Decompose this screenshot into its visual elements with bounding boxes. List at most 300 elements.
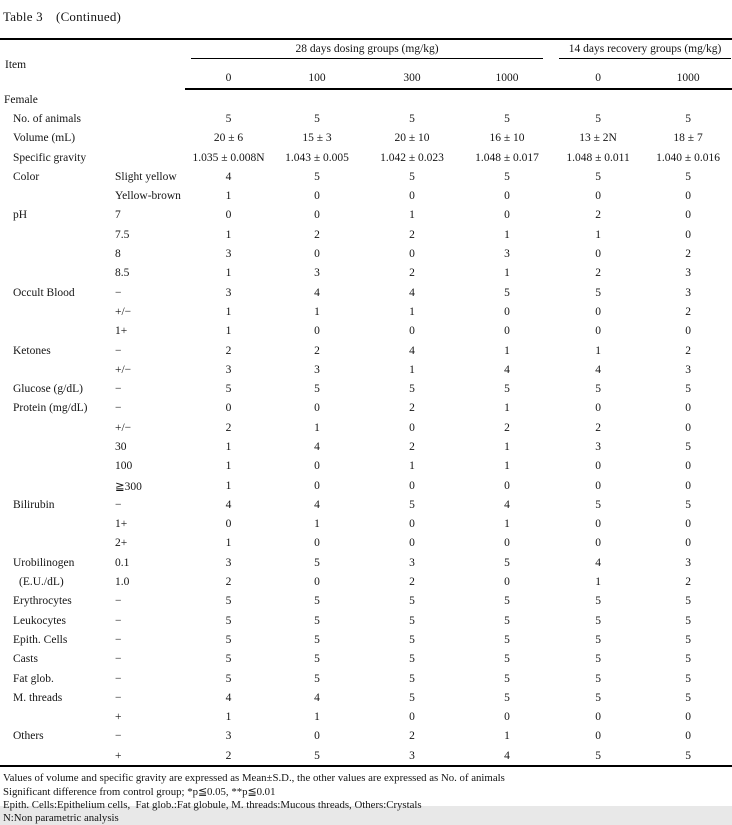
table-row [0,572,732,591]
table-row [0,727,732,746]
table-row [0,708,732,727]
value-cell: 16 ± 10 [489,132,525,145]
value-cell: 3 [409,749,415,762]
table-row [0,129,732,148]
value-cell: 0 [409,518,415,531]
value-cell: 5 [409,653,415,666]
value-cell: 2 [685,305,691,318]
group-header-row [0,39,732,67]
item-cell [0,418,112,437]
item-cell [0,264,112,283]
value-cell: 5 [595,614,601,627]
value-cell: 5 [595,286,601,299]
value-cell: 0 [314,190,320,203]
value-cell: 4 [595,363,601,376]
value-cell: 0 [685,730,691,743]
value-cell: 0 [504,325,510,338]
table-row [0,302,732,321]
item-cell [0,746,112,766]
sub-cell: +/− [115,421,132,434]
value-cell: 3 [409,556,415,569]
value-cell: 0 [595,518,601,531]
value-cell: 5 [504,633,510,646]
value-cell: 5 [504,112,510,125]
value-cell: 0 [225,518,232,531]
value-cell: 5 [595,170,601,183]
item-cell: Others [13,730,44,743]
value-cell: 3 [314,363,320,376]
value-cell: 5 [225,595,232,608]
sub-cell: 1+ [115,325,128,338]
value-cell: 5 [504,691,510,704]
sub-cell: 0.1 [115,556,130,569]
item-cell: Specific gravity [13,151,87,164]
table-header [0,39,732,89]
recovery-group-label: 14 days recovery groups (mg/kg) [559,43,731,59]
footnote-line: N:Non parametric analysis [3,812,119,824]
value-cell: 0 [595,730,601,743]
value-cell: 0 [409,479,415,492]
item-cell [0,186,112,205]
value-cell: 0 [225,209,232,222]
value-cell: 0 [685,209,691,222]
table-row [0,109,732,128]
sub-cell: ≧300 [115,480,142,493]
value-cell: 1 [409,460,415,473]
value-cell: 5 [314,112,320,125]
value-cell: 4 [225,691,232,704]
value-cell: 1 [225,190,232,203]
value-cell: 0 [595,537,601,550]
table-title: Table 3 (Continued) [3,9,122,24]
value-cell: 3 [685,267,691,280]
value-cell: 3 [685,556,691,569]
value-cell: 5 [504,383,510,396]
value-cell: 2 [409,228,415,241]
sub-cell: 8 [115,248,121,261]
value-cell: 1 [504,402,510,415]
value-cell: 4 [504,749,510,762]
item-cell: pH [13,209,28,222]
value-cell: 4 [314,440,320,453]
value-cell: 4 [504,498,510,511]
value-cell: 1 [314,518,320,531]
value-cell: 5 [685,383,691,396]
item-cell [0,244,112,263]
value-cell: 5 [685,112,691,125]
value-cell: 0 [225,402,232,415]
value-cell: 2 [595,421,601,434]
value-cell: 5 [314,672,320,685]
table-row [0,457,732,476]
sub-cell: − [115,730,122,743]
table-row [0,360,732,379]
dose-col-100: 100 [272,67,362,89]
value-cell: 5 [314,653,320,666]
value-cell: 2 [685,248,691,261]
value-cell: 5 [314,383,320,396]
value-cell: 0 [504,576,510,589]
table-row [0,553,732,572]
sub-cell: +/− [115,305,132,318]
value-cell: 2 [685,576,691,589]
item-cell [0,457,112,476]
value-cell: 2 [314,228,320,241]
value-cell: 2 [409,440,415,453]
sub-cell: − [115,691,122,704]
value-cell: 2 [504,421,510,434]
value-cell: 5 [595,749,601,762]
sub-cell: 100 [115,460,133,473]
value-cell: 1 [595,344,601,357]
sub-cell: 1+ [115,518,128,531]
table-row [0,746,732,766]
value-cell: 2 [409,576,415,589]
value-cell: 5 [595,112,601,125]
item-cell: Volume (mL) [13,132,76,145]
item-cell [0,515,112,534]
value-cell: 0 [595,325,601,338]
value-cell: 5 [504,556,510,569]
value-cell: 1.043 ± 0.005 [285,151,349,164]
value-cell: 5 [685,614,691,627]
value-cell: 1 [225,537,232,550]
value-cell: 1 [225,460,232,473]
value-cell: 5 [685,440,691,453]
value-cell: 5 [409,170,415,183]
value-cell: 13 ± 2N [579,132,617,145]
value-cell: 2 [409,730,415,743]
value-cell: 1 [504,730,510,743]
value-cell: 5 [504,653,510,666]
value-cell: 0 [685,190,691,203]
item-cell: Color [13,170,40,183]
value-cell: 2 [225,576,232,589]
table-row [0,437,732,456]
value-cell: 3 [314,267,320,280]
value-cell: 5 [409,672,415,685]
sub-cell: − [115,653,122,666]
sub-cell: + [115,711,122,724]
value-cell: 5 [225,112,232,125]
value-cell: 4 [409,286,415,299]
value-cell: 1 [225,711,232,724]
value-cell: 0 [504,209,510,222]
dose-col-1000: 1000 [462,67,552,89]
value-cell: 1 [409,209,415,222]
sub-cell: − [115,402,122,415]
value-cell: 3 [225,556,232,569]
table-row [0,418,732,437]
value-cell: 0 [595,248,601,261]
dosing-group-header [185,39,552,67]
table-row [0,650,732,669]
value-cell: 1 [409,363,415,376]
value-cell: 5 [685,595,691,608]
value-cell: 3 [685,363,691,376]
value-cell: 5 [685,653,691,666]
value-cell: 2 [225,421,232,434]
table-row [0,534,732,553]
value-cell: 0 [504,479,510,492]
value-cell: 3 [225,286,232,299]
item-cell [0,708,112,727]
value-cell: 4 [314,691,320,704]
value-cell: 0 [504,537,510,550]
value-cell: 0 [595,190,601,203]
value-cell: 5 [225,653,232,666]
dose-col-300: 300 [362,67,462,89]
table-row [0,669,732,688]
value-cell: 0 [685,518,691,531]
value-cell: 5 [314,556,320,569]
value-cell: 5 [314,170,320,183]
value-cell: 5 [409,498,415,511]
value-cell: 0 [685,325,691,338]
item-cell [0,302,112,321]
value-cell: 3 [225,730,232,743]
value-cell: 1 [225,325,232,338]
table-row [0,264,732,283]
value-cell: 1.035 ± 0.008N [192,151,265,164]
value-cell: 2 [685,344,691,357]
value-cell: 5 [409,383,415,396]
value-cell: 1 [504,228,510,241]
value-cell: 3 [225,363,232,376]
sub-cell: − [115,595,122,608]
item-cell: Glucose (g/dL) [13,383,83,396]
sub-cell: − [115,614,122,627]
table-row [0,186,732,205]
value-cell: 5 [685,170,691,183]
value-cell: 5 [504,595,510,608]
value-cell: 5 [685,633,691,646]
value-cell: 0 [595,402,601,415]
sub-cell: − [115,498,122,511]
value-cell: 1 [225,479,232,492]
value-cell: 5 [685,749,691,762]
value-cell: 4 [595,556,601,569]
value-cell: 4 [314,498,320,511]
value-cell: 1 [409,305,415,318]
value-cell: 0 [314,402,320,415]
item-cell: Protein (mg/dL) [13,402,88,415]
sub-cell: 30 [115,440,127,453]
value-cell: 0 [314,325,320,338]
recovery-group-header [552,39,732,67]
table-row [0,515,732,534]
value-cell: 0 [409,248,415,261]
table-row [0,495,732,514]
value-cell: 3 [685,286,691,299]
value-cell: 5 [685,691,691,704]
sub-cell: +/− [115,363,132,376]
value-cell: 0 [409,190,415,203]
value-cell: 2 [409,267,415,280]
value-cell: 5 [504,614,510,627]
recovery-col-1000: 1000 [644,67,732,89]
item-cell: No. of animals [13,112,82,125]
sub-cell: − [115,383,122,396]
value-cell: 0 [314,248,320,261]
item-cell: Bilirubin [13,498,55,511]
sub-cell: Yellow-brown [115,190,181,203]
table-row [0,476,732,495]
table-row [0,630,732,649]
value-cell: 5 [595,383,601,396]
value-cell: 20 ± 6 [213,132,244,145]
value-cell: 1 [225,305,232,318]
value-cell: 15 ± 3 [302,132,332,145]
table-row [0,167,732,186]
value-cell: 5 [314,633,320,646]
item-cell: Epith. Cells [13,633,68,646]
item-cell: Fat glob. [13,672,54,685]
value-cell: 2 [225,344,232,357]
value-cell: 1 [314,421,320,434]
item-cell: Casts [13,653,38,666]
item-cell: Ketones [13,344,51,357]
value-cell: 0 [409,421,415,434]
value-cell: 5 [595,691,601,704]
value-cell: 1 [504,440,510,453]
value-cell: 0 [685,711,691,724]
sub-cell: − [115,286,122,299]
item-cell [0,476,112,495]
item-cell [0,225,112,244]
value-cell: 5 [409,691,415,704]
item-column-header: Item [5,58,27,71]
value-cell: 0 [595,460,601,473]
value-cell: 0 [685,479,691,492]
sub-cell: 7.5 [115,228,130,241]
value-cell: 1 [504,267,510,280]
value-cell: 1 [595,228,601,241]
table-row [0,341,732,360]
value-cell: 1.048 ± 0.017 [475,151,539,164]
table-row [0,611,732,630]
value-cell: 0 [504,711,510,724]
value-cell: 4 [225,498,232,511]
table-row [0,206,732,225]
value-cell: 3 [504,248,510,261]
sub-cell [112,148,185,167]
sub-cell: 8.5 [115,267,130,280]
value-cell: 0 [314,479,320,492]
value-cell: 5 [595,653,601,666]
value-cell: 0 [685,402,691,415]
value-cell: 0 [504,190,510,203]
table-row [0,244,732,263]
value-cell: 5 [504,170,510,183]
value-cell: 2 [595,267,601,280]
value-cell: 5 [685,672,691,685]
value-cell: 0 [685,460,691,473]
value-cell: 0 [409,537,415,550]
value-cell: 0 [685,228,691,241]
section-row [0,89,732,109]
table-row [0,592,732,611]
item-cell [0,322,112,341]
value-cell: 4 [504,363,510,376]
sub-cell: 1.0 [115,576,130,589]
item-cell: Leukocytes [13,614,67,627]
value-cell: 4 [225,170,232,183]
value-cell: 1 [595,576,601,589]
item-cell [0,360,112,379]
footnote-line: Values of volume and specific gravity are expressed as Mean±S.D., the other values are expressed as No. of animals [3,772,505,785]
value-cell: 5 [225,672,232,685]
value-cell: 0 [314,537,320,550]
value-cell: 5 [409,595,415,608]
value-cell: 5 [409,112,415,125]
value-cell: 0 [685,421,691,434]
table-row [0,225,732,244]
sub-cell: − [115,344,122,357]
value-cell: 3 [595,440,601,453]
value-cell: 5 [595,595,601,608]
value-cell: 0 [314,209,320,222]
item-cell: Occult Blood [13,286,75,299]
value-cell: 2 [409,402,415,415]
value-cell: 18 ± 7 [673,132,703,145]
value-cell: 5 [314,595,320,608]
sub-cell: 2+ [115,537,128,550]
value-cell: 5 [225,633,232,646]
value-cell: 2 [595,209,601,222]
recovery-col-0: 0 [552,67,644,89]
value-cell: 5 [225,614,232,627]
value-cell: 0 [595,305,601,318]
value-cell: 5 [595,633,601,646]
value-cell: 1 [504,344,510,357]
value-cell: 1 [225,440,232,453]
value-cell: 5 [504,672,510,685]
results-table [0,38,732,767]
sub-cell [112,129,185,148]
section-label: Female [4,93,38,106]
value-cell: 1 [314,305,320,318]
dose-col-0: 0 [185,67,272,89]
value-cell: 2 [314,344,320,357]
dosing-group-label: 28 days dosing groups (mg/kg) [191,43,543,59]
item-cell: (E.U./dL) [19,576,64,589]
table-row [0,688,732,707]
item-cell: M. threads [13,691,63,704]
value-cell: 1 [504,460,510,473]
value-cell: 1 [504,518,510,531]
value-cell: 5 [685,498,691,511]
value-cell: 1 [225,228,232,241]
value-cell: 5 [409,614,415,627]
value-cell: 1.048 ± 0.011 [566,151,630,164]
table-row [0,322,732,341]
value-cell: 5 [225,383,232,396]
value-cell: 5 [595,498,601,511]
value-cell: 1.040 ± 0.016 [656,151,720,164]
value-cell: 5 [409,633,415,646]
table-row [0,399,732,418]
value-cell: 0 [685,537,691,550]
value-cell: 0 [314,576,320,589]
value-cell: 5 [314,614,320,627]
footnote-line: Epith. Cells:Epithelium cells, Fat glob.:Fat globule, M. threads:Mucous threads, Others:Crystals [3,798,422,811]
item-cell [0,437,112,456]
item-cell: Urobilinogen [13,556,75,569]
value-cell: 5 [504,286,510,299]
value-cell: 0 [314,730,320,743]
value-cell: 5 [595,672,601,685]
